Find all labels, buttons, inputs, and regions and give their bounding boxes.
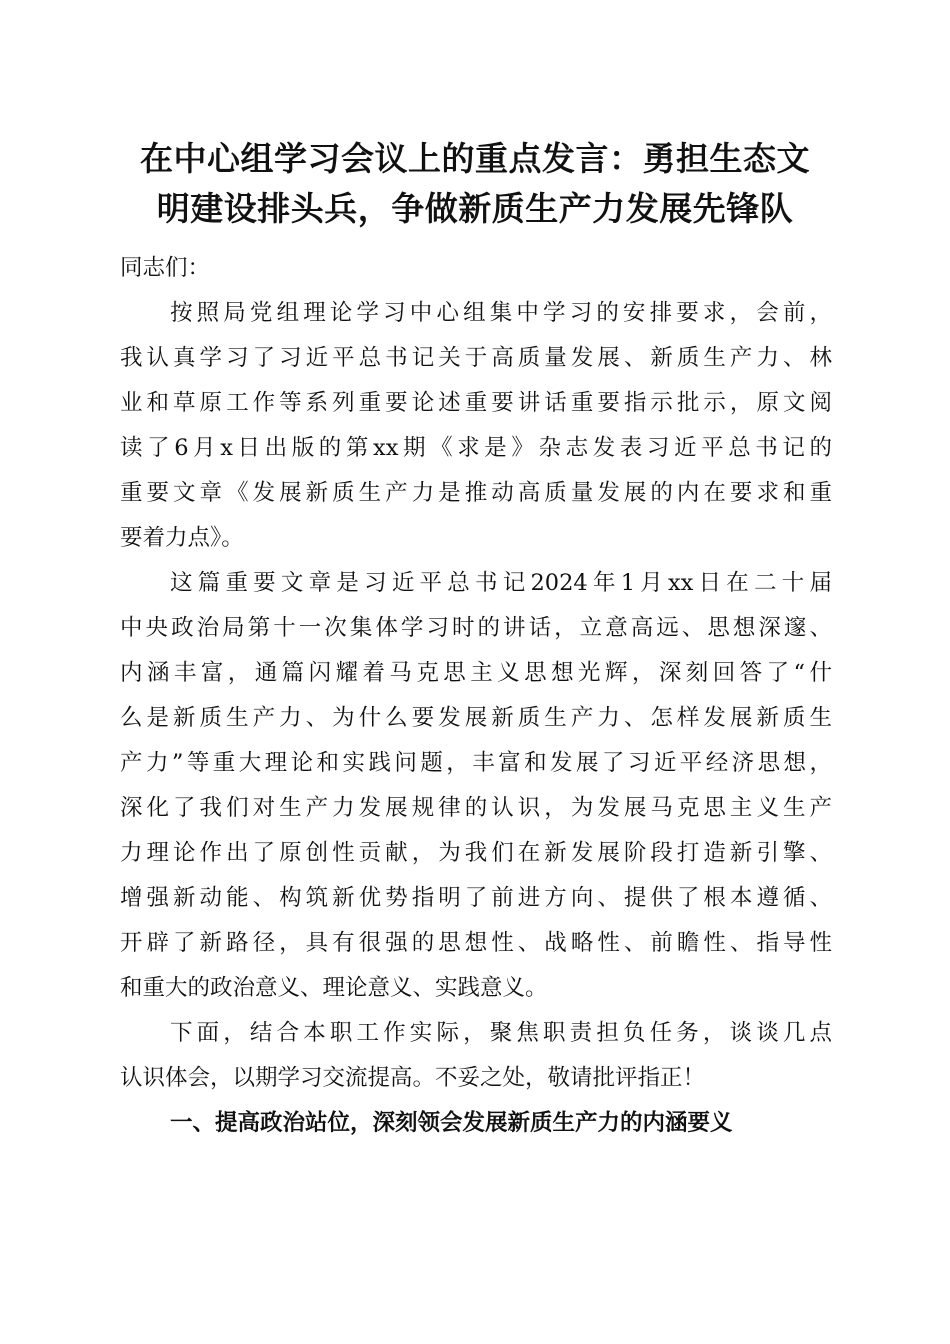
document-title (110, 134, 840, 234)
salutation: 同志们： (120, 255, 211, 281)
paragraph-line: 么是新质生产力、为什么要发展新质生产力、怎样发展新质生 (120, 705, 832, 731)
paragraph-line: 和重大的政治意义、理论意义、实践意义。 (120, 975, 548, 1001)
paragraph-line: 增强新动能、构筑新优势指明了前进方向、提供了根本遵循、 (120, 885, 832, 911)
paragraph-line: 力理论作出了原创性贡献，为我们在新发展阶段打造新引擎、 (120, 840, 832, 866)
paragraph-line: 深化了我们对生产力发展规律的认识，为发展马克思主义生产 (120, 795, 832, 821)
paragraph-line: 我认真学习了习近平总书记关于高质量发展、新质生产力、林 (120, 345, 832, 371)
paragraph-line: 内涵丰富，通篇闪耀着马克思主义思想光辉，深刻回答了“什 (120, 660, 832, 686)
paragraph-line: 产力”等重大理论和实践问题，丰富和发展了习近平经济思想， (120, 750, 832, 776)
paragraph-line: 中央政治局第十一次集体学习时的讲话，立意高远、思想深邃、 (120, 615, 832, 641)
paragraph-line: 这篇重要文章是习近平总书记2024年1月xx日在二十届 (170, 570, 832, 596)
document-body (120, 246, 832, 1146)
paragraph-2 (120, 561, 832, 1011)
paragraph-line: 开辟了新路径，具有很强的思想性、战略性、前瞻性、指导性 (120, 930, 832, 956)
paragraph-line: 认识体会，以期学习交流提高。不妥之处，敬请批评指正！ (120, 1065, 706, 1091)
paragraph-line: 要着力点》。 (120, 525, 244, 551)
paragraph-line: 重要文章《发展新质生产力是推动高质量发展的内在要求和重 (120, 480, 832, 506)
title-line: 在中心组学习会议上的重点发言：勇担生态文 (140, 139, 810, 178)
section-heading: 一、提高政治站位，深刻领会发展新质生产力的内涵要义 (170, 1110, 733, 1136)
title-line: 明建设排头兵，争做新质生产力发展先锋队 (156, 189, 794, 228)
paragraph-line: 读了6月x日出版的第xx期《求是》杂志发表习近平总书记的 (120, 435, 832, 461)
paragraph-3 (120, 1011, 832, 1101)
paragraph-line: 下面，结合本职工作实际，聚焦职责担负任务，谈谈几点 (170, 1020, 832, 1046)
paragraph-1 (120, 291, 832, 561)
paragraph-line: 业和草原工作等系列重要论述重要讲话重要指示批示，原文阅 (120, 390, 832, 416)
paragraph-line: 按照局党组理论学习中心组集中学习的安排要求，会前， (170, 300, 832, 326)
